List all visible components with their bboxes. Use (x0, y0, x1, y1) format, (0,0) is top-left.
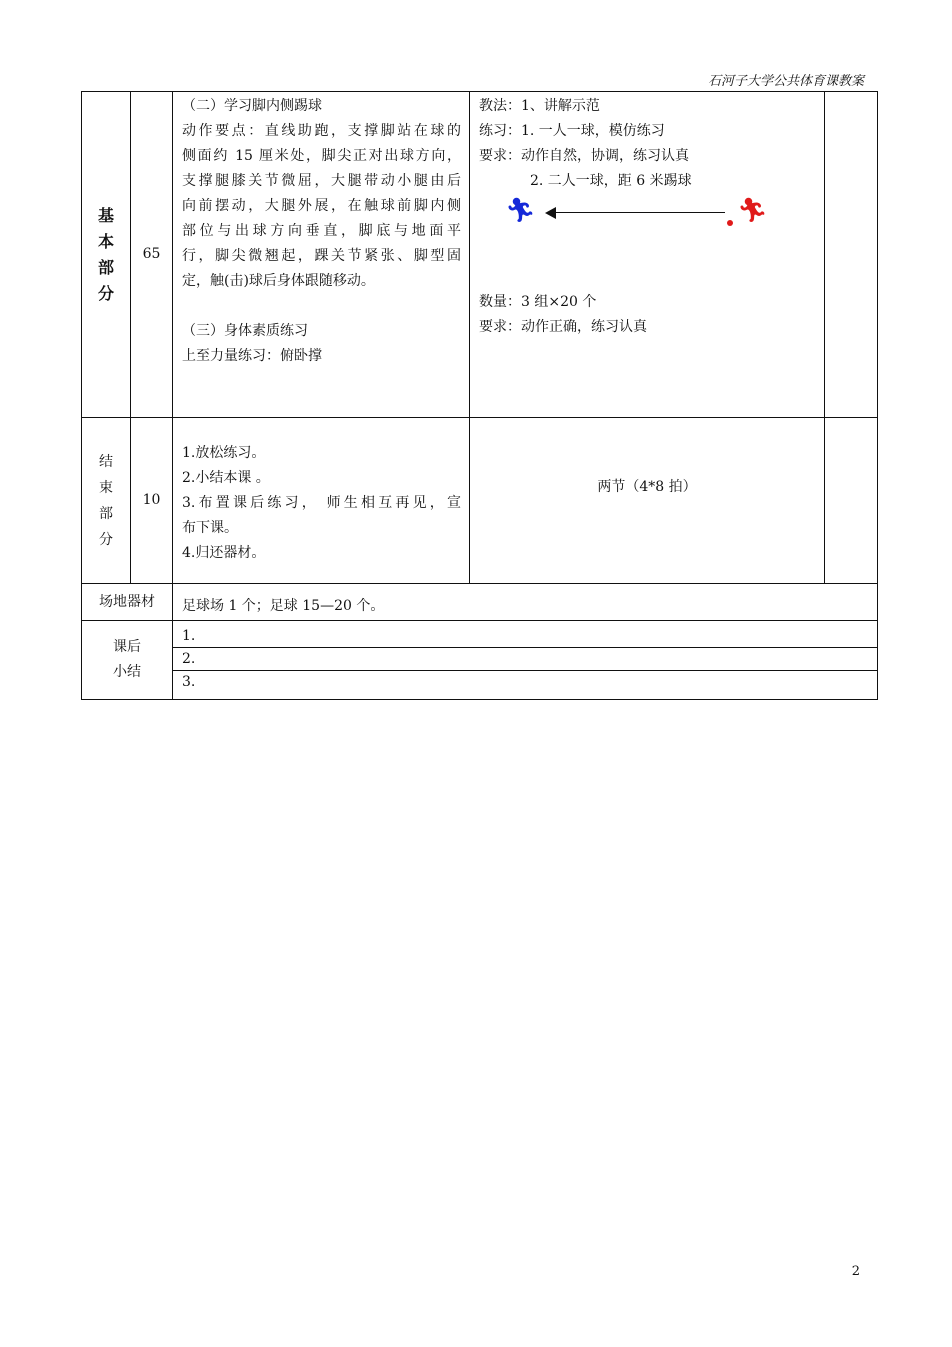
basic-content (173, 92, 470, 418)
ending-line: 3.布置课后练习， 师生相互再见，宣 (182, 495, 461, 511)
passing-drill-figure (479, 194, 818, 240)
ending-line: 布下课。 (182, 520, 238, 536)
summary-row (82, 621, 878, 700)
basic-notes (825, 92, 878, 418)
content2-line: 上至力量练习：俯卧撑 (182, 348, 322, 364)
ending-part-row (82, 418, 878, 584)
content-line: 侧面约 15 厘米处，脚尖正对出球方向， (182, 148, 461, 164)
content-line: 定，触(击)球后身体跟随移动。 (182, 273, 375, 289)
ending-method: 两节（4*8 拍） (470, 418, 825, 584)
venue-label: 场地器材 (82, 584, 173, 621)
method-line: 练习：1. 一人一球，模仿练习 (479, 123, 665, 139)
method-line: 数量：3 组×20 个 (479, 294, 597, 310)
ending-content (173, 418, 470, 584)
ending-line: 1.放松练习。 (182, 445, 266, 461)
red-kicker-icon: 🏃︎ (737, 196, 768, 224)
summary-items (173, 621, 878, 700)
ending-line: 2.小结本课 。 (182, 470, 270, 486)
arrow-left-icon (545, 207, 556, 219)
summary-item: 1. (173, 625, 877, 648)
page-number: 2 (851, 1264, 860, 1279)
method-line: 要求：动作自然，协调，练习认真 (479, 148, 689, 164)
ending-time: 10 (131, 418, 173, 584)
content-line: 支撑腿膝关节微屈，大腿带动小腿由后 (182, 173, 461, 189)
content2-title: （三）身体素质练习 (182, 323, 308, 339)
content-title: （二）学习脚内侧踢球 (182, 98, 322, 114)
content-line: 向前摆动，大腿外展，在触球前脚内侧 (182, 198, 461, 214)
content-line: 行，脚尖微翘起，踝关节紧张、脚型固 (182, 248, 461, 264)
content-line: 动作要点：直线助跑，支撑脚站在球的 (182, 123, 461, 139)
basic-section-label: 基 本 部 分 (82, 92, 131, 418)
method-line: 2. 二人一球，距 6 米踢球 (530, 173, 692, 189)
content-line: 部位与出球方向垂直，脚底与地面平 (182, 223, 461, 239)
pass-direction-line (555, 212, 725, 213)
method-line: 教法：1、讲解示范 (479, 98, 600, 114)
summary-item: 2. (173, 648, 877, 671)
ending-section-label: 结 束 部 分 (82, 418, 131, 584)
venue-row (82, 584, 878, 621)
venue-value: 足球场 1 个；足球 15—20 个。 (173, 584, 878, 621)
summary-label: 课后 小结 (82, 621, 173, 700)
method-line: 要求：动作正确，练习认真 (479, 319, 647, 335)
document-header: 石河子大学公共体育课教案 (707, 74, 864, 89)
ball-icon (727, 220, 733, 226)
basic-method (470, 92, 825, 418)
blue-runner-icon: 🏃︎ (505, 196, 536, 224)
basic-time: 65 (131, 92, 173, 418)
ending-line: 4.归还器材。 (182, 545, 266, 561)
lesson-plan-table (81, 91, 878, 700)
ending-notes (825, 418, 878, 584)
basic-part-row (82, 92, 878, 418)
summary-item: 3. (182, 674, 196, 690)
